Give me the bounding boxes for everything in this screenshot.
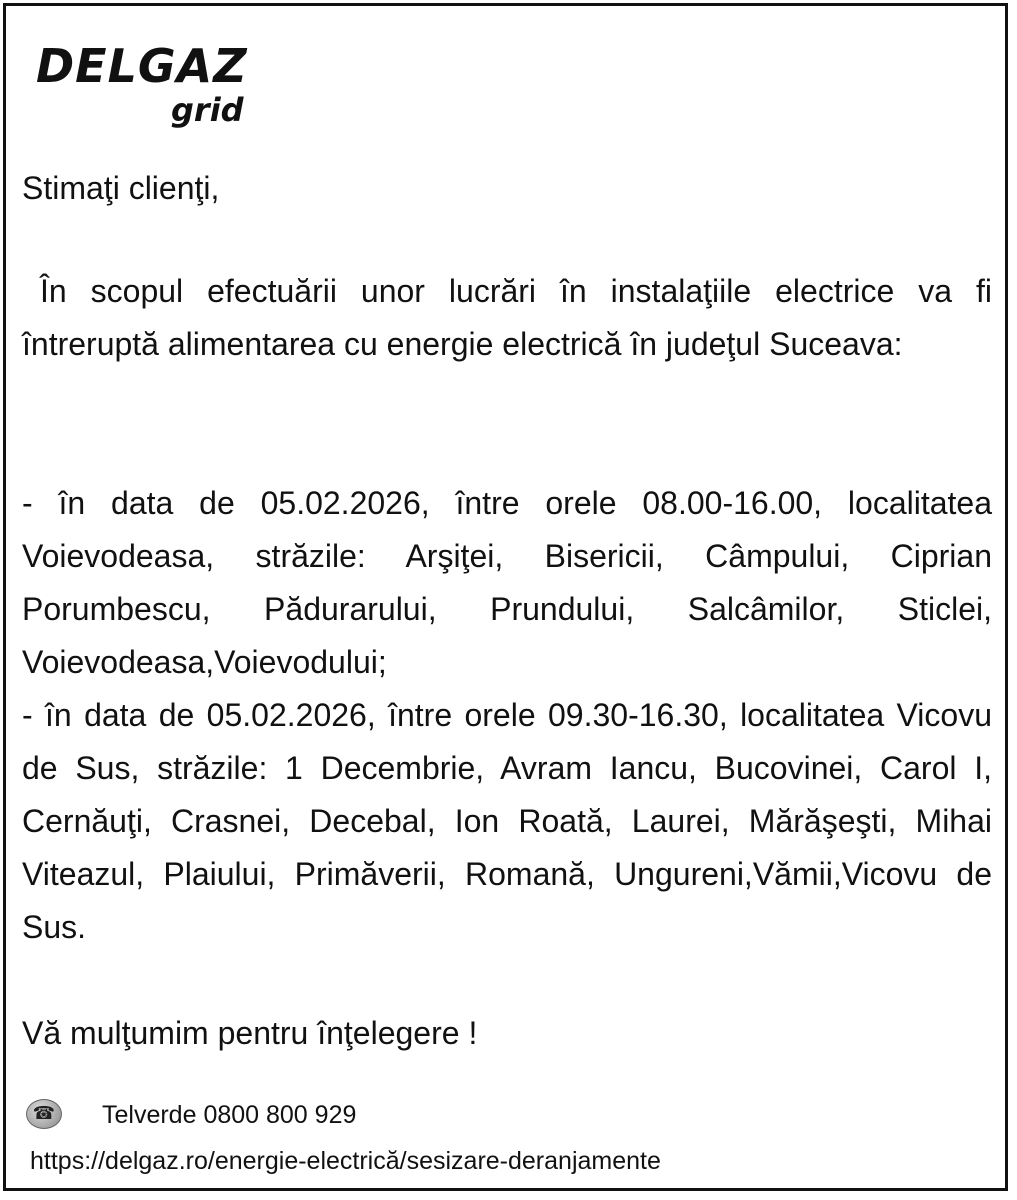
closing-text: Vă mulţumim pentru înţelegere ! xyxy=(22,1015,478,1051)
outage-item-1: - în data de 05.02.2026, între orele 08.00-16.00, localitatea Voievodeasa, străzile: Arşiţei, Bisericii, Câmpului, Ciprian Porumbescu, Pădurarului, Prundului, Salcâmilor, Sticlei, Voievodeasa,Voievodului; xyxy=(22,485,992,680)
report-url[interactable]: https://delgaz.ro/energie-electrică/sesizare-deranjamente xyxy=(30,1147,661,1175)
delgaz-logo xyxy=(36,40,276,130)
logo-sub: grid xyxy=(171,91,244,129)
phone-row xyxy=(26,1097,626,1137)
outage-item-2: - în data de 05.02.2026, între orele 09.30-16.30, localitatea Vicovu de Sus, străzile: 1 Decembrie, Avram Iancu, Bucovinei, Carol I, Cernăuţi, Crasnei, Decebal, Ion Roată, Laurei, Mărăşeşti, Mihai Viteazul, Plaiului, Primăverii, Romană, Ungureni,Vămii,Vicovu de Sus. xyxy=(22,697,992,945)
greeting: Stimaţi clienţi, xyxy=(22,170,220,206)
intro-paragraph: În scopul efectuării unor lucrări în instalaţiile electrice va fi întreruptă alimentarea cu energie electrică în judeţul Suceava: xyxy=(22,273,992,362)
telephone-icon: ☎ xyxy=(26,1099,62,1129)
phone-number: Telverde 0800 800 929 xyxy=(102,1101,357,1129)
logo-brand: DELGAZ xyxy=(36,39,248,93)
